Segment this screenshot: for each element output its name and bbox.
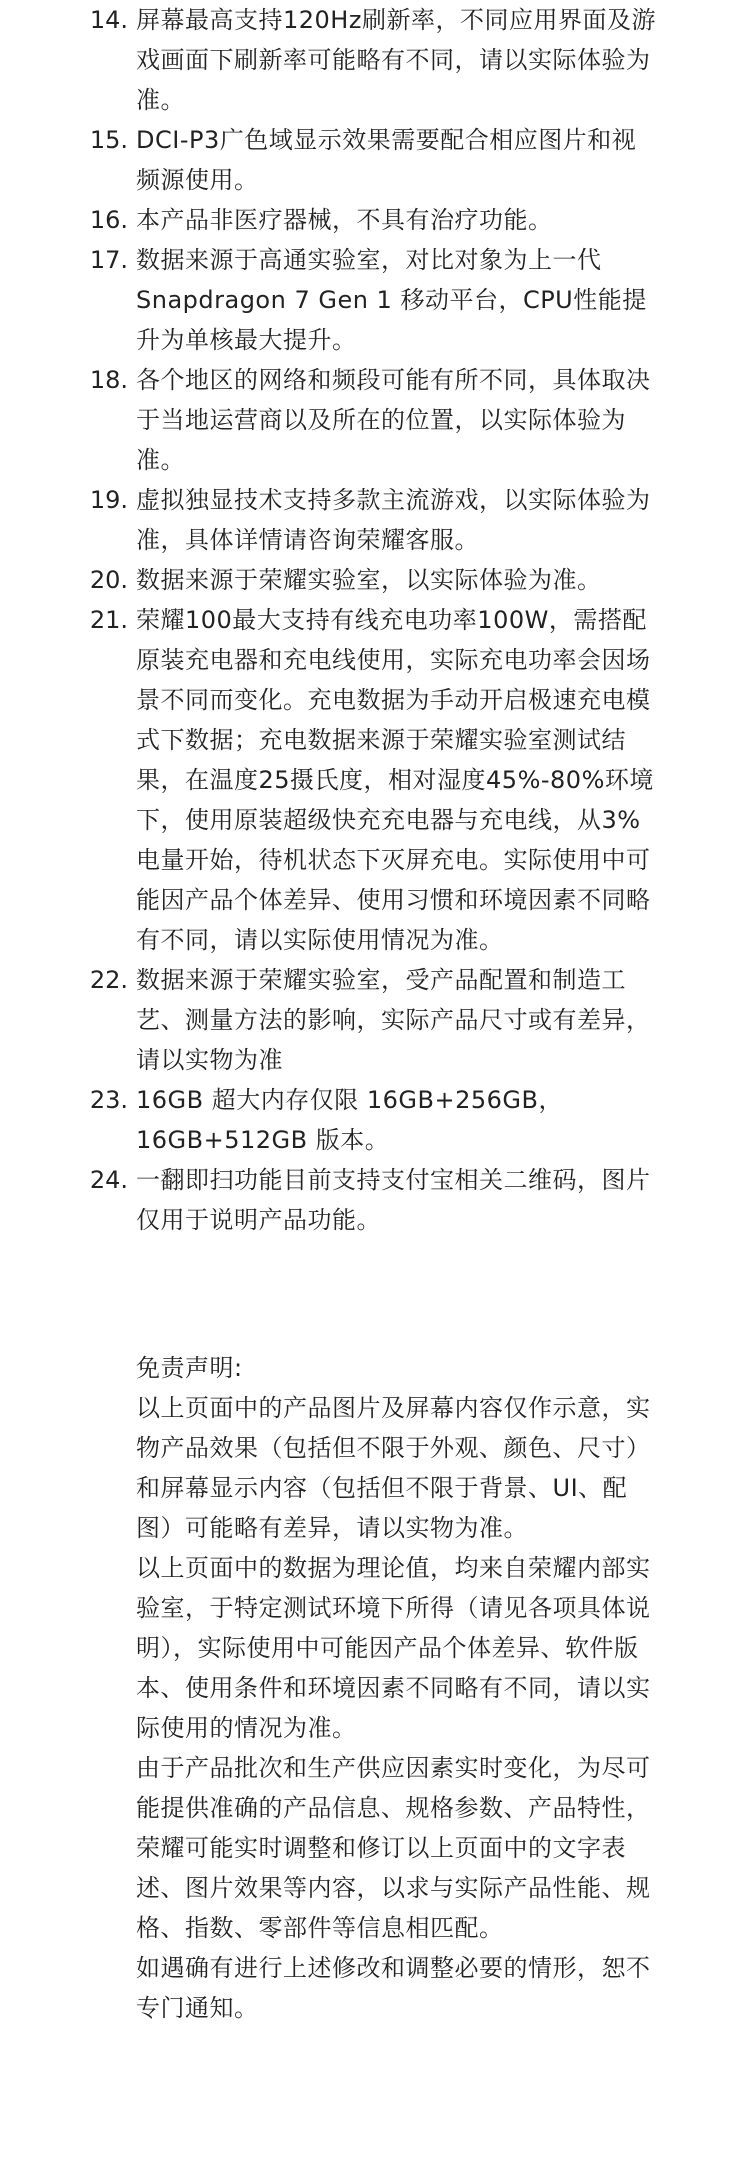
footnote-text: 数据来源于高通实验室，对比对象为上一代 Snapdragon 7 Gen 1 移动平台，CPU性能提升为单核最大提升。	[136, 246, 647, 354]
disclaimer-section	[136, 1348, 656, 2028]
footnote-item	[0, 1160, 656, 1240]
footnote-text: 荣耀100最大支持有线充电功率100W，需搭配原装充电器和充电线使用，实际充电功率会因场景不同而变化。充电数据为手动开启极速充电模式下数据；充电数据来源于荣耀实验室测试结果，在温度25摄氏度，相对湿度45%-80%环境下，使用原装超级快充充电器与充电线，从3%电量开始，待机状态下灭屏充电。实际使用中可能因产品个体差异、使用习惯和环境因素不同略有不同，请以实际使用情况为准。	[136, 606, 654, 954]
footnote-text: 16GB 超大内存仅限 16GB+256GB，16GB+512GB 版本。	[136, 1086, 563, 1154]
footnote-text: 数据来源于荣耀实验室，以实际体验为准。	[136, 566, 602, 594]
disclaimer-title: 免责声明:	[136, 1354, 243, 1382]
footnote-item	[0, 120, 656, 200]
footnote-text: 屏幕最高支持120Hz刷新率，不同应用界面及游戏画面下刷新率可能略有不同，请以实际体验为准。	[136, 6, 656, 114]
footnote-item	[0, 560, 656, 600]
footnote-item	[0, 0, 656, 120]
disclaimer-paragraph: 由于产品批次和生产供应因素实时变化，为尽可能提供准确的产品信息、规格参数、产品特性，荣耀可能实时调整和修订以上页面中的文字表述、图片效果等内容，以求与实际产品性能、规格、指数、零部件等信息相匹配。	[136, 1754, 651, 1942]
footnote-number: 16.	[89, 206, 128, 234]
footnote-text: 数据来源于荣耀实验室，受产品配置和制造工艺、测量方法的影响，实际产品尺寸或有差异，请以实物为准	[136, 966, 651, 1074]
footnote-item	[0, 240, 656, 360]
footnote-number: 15.	[89, 126, 128, 154]
footnote-number: 23.	[89, 1086, 128, 1114]
disclaimer-paragraph: 以上页面中的产品图片及屏幕内容仅作示意，实物产品效果（包括但不限于外观、颜色、尺寸）和屏幕显示内容（包括但不限于背景、UI、配图）可能略有差异，请以实物为准。	[136, 1394, 651, 1542]
footnote-item	[0, 200, 656, 240]
footnote-number: 20.	[89, 566, 128, 594]
footnote-number: 21.	[89, 606, 128, 634]
footnote-text: 本产品非医疗器械，不具有治疗功能。	[136, 206, 553, 234]
footnote-number: 17.	[89, 246, 128, 274]
footnote-number: 19.	[89, 486, 128, 514]
footnote-text: DCI-P3广色域显示效果需要配合相应图片和视频源使用。	[136, 126, 637, 194]
footnote-number: 18.	[89, 366, 128, 394]
footnote-number: 24.	[89, 1166, 128, 1194]
footnote-text: 各个地区的网络和频段可能有所不同，具体取决于当地运营商以及所在的位置，以实际体验为准。	[136, 366, 651, 474]
footnote-number: 14.	[89, 6, 128, 34]
disclaimer-paragraph: 如遇确有进行上述修改和调整必要的情形，恕不专门通知。	[136, 1954, 651, 2022]
footnote-number: 22.	[89, 966, 128, 994]
footnote-item	[0, 480, 656, 560]
footnote-item	[0, 600, 656, 960]
footnote-text: 一翻即扫功能目前支持支付宝相关二维码，图片仅用于说明产品功能。	[136, 1166, 651, 1234]
footnote-item	[0, 960, 656, 1080]
footnote-item	[0, 1080, 656, 1160]
footnote-text: 虚拟独显技术支持多款主流游戏，以实际体验为准，具体详情请咨询荣耀客服。	[136, 486, 651, 554]
disclaimer-paragraph: 以上页面中的数据为理论值，均来自荣耀内部实验室，于特定测试环境下所得（请见各项具体说明），实际使用中可能因产品个体差异、软件版本、使用条件和环境因素不同略有不同，请以实际使用的情况为准。	[136, 1554, 651, 1742]
footnote-item	[0, 360, 656, 480]
